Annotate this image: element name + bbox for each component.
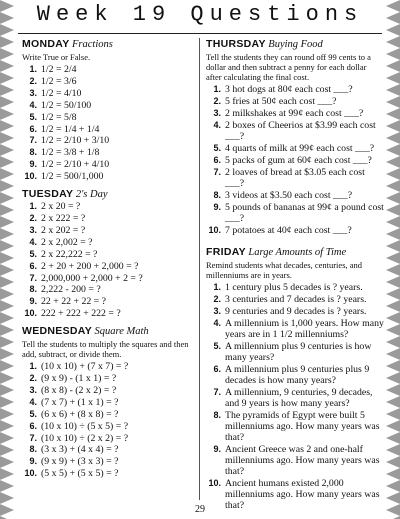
question-text: A millennium plus 9 centuries plus 9 decades is how many years? [225, 363, 370, 386]
question-item [22, 284, 198, 296]
question-item [206, 155, 384, 166]
question-item [22, 444, 198, 456]
question-text: (9 x 9) - (1 x 1) = ? [41, 373, 117, 385]
question-text: 2 milkshakes at 99¢ each cost ___? [225, 107, 364, 119]
question-number: 4. [213, 317, 221, 328]
question-list [22, 201, 198, 320]
day-label: WEDNESDAY [22, 325, 92, 338]
question-number: 10. [208, 477, 221, 488]
section-heading [206, 246, 384, 259]
question-item [22, 261, 198, 273]
question-item [206, 84, 384, 95]
question-item [22, 225, 198, 237]
question-item [22, 100, 198, 112]
question-item [22, 468, 198, 480]
question-text: A millennium is 1,000 years. How many years are in 1 1/2 millenniums? [225, 317, 384, 340]
question-item [206, 341, 384, 363]
wednesday-section [22, 325, 198, 480]
question-number: 4. [213, 119, 221, 130]
question-text: 2 x 20 = ? [41, 201, 81, 213]
question-text: (9 x 9) + (3 x 3) = ? [41, 456, 119, 468]
question-item [22, 421, 198, 433]
question-item [206, 96, 384, 108]
question-item [22, 124, 198, 136]
question-number: 8. [29, 284, 37, 295]
topic-label: Large Amounts of Time [248, 246, 347, 258]
question-number: 9. [29, 456, 37, 467]
question-text: 2,222 - 200 = ? [41, 284, 101, 296]
question-item [22, 159, 198, 171]
title-underline [18, 33, 382, 34]
question-number: 2. [29, 212, 37, 223]
question-text: (6 x 6) + (8 x 8) = ? [41, 408, 119, 420]
question-text: 222 + 222 + 222 = ? [41, 308, 121, 320]
question-item [22, 201, 198, 213]
tuesday-section [22, 188, 198, 320]
topic-label: Square Math [94, 326, 149, 338]
question-text: 1 century plus 5 decades is ? years. [225, 281, 363, 293]
question-item [22, 64, 198, 76]
question-text: 2 loaves of bread at $3.05 each cost ___? [225, 166, 365, 189]
question-item [206, 108, 384, 119]
question-text: 1/2 = 3/8 + 1/8 [41, 147, 100, 159]
question-item [206, 364, 384, 386]
question-list [22, 64, 198, 183]
question-text: 5 packs of gum at 60¢ each cost ___? [225, 154, 372, 166]
question-text: (7 x 7) + (1 x 1) = ? [41, 396, 119, 408]
question-item [22, 296, 198, 308]
day-label: MONDAY [22, 38, 70, 50]
question-text: 1/2 = 2/10 + 4/10 [41, 159, 110, 171]
question-item [22, 237, 198, 249]
section-heading [22, 325, 198, 338]
question-item [206, 143, 384, 154]
question-number: 6. [213, 363, 221, 374]
question-text: 1/2 = 2/10 + 3/10 [41, 135, 110, 147]
question-text: 5 fries at 50¢ each cost ___? [225, 96, 337, 107]
question-text: Ancient Greece was 2 and one-half millenniums ago. How many years was that? [225, 443, 380, 477]
question-text: 2 x 202 = ? [41, 224, 86, 236]
question-item [22, 88, 198, 100]
question-number: 8. [29, 147, 37, 158]
question-number: 7. [29, 432, 37, 443]
question-number: 9. [213, 443, 221, 454]
question-text: 3 videos at $3.50 each cost ___? [225, 189, 353, 201]
question-list [206, 282, 384, 511]
question-item [22, 361, 198, 373]
question-number: 1. [29, 201, 37, 212]
question-item [22, 171, 198, 183]
question-number: 3. [213, 107, 221, 118]
question-item [22, 249, 198, 261]
question-number: 4. [29, 99, 37, 110]
question-item [22, 409, 198, 421]
day-label: THURSDAY [206, 38, 266, 50]
day-label: TUESDAY [22, 188, 74, 201]
question-number: 5. [213, 142, 221, 153]
question-text: (8 x 8) - (2 x 2) = ? [41, 384, 117, 396]
question-item [206, 225, 384, 236]
question-item [206, 167, 384, 189]
question-item [206, 120, 384, 142]
page-number: 29 [195, 504, 205, 515]
question-text: 1/2 = 4/10 [41, 87, 82, 99]
question-list [22, 361, 198, 480]
question-item [206, 387, 384, 409]
question-text: 1/2 = 3/6 [41, 75, 77, 87]
question-number: 8. [213, 189, 221, 200]
instructions: Remind students what decades, centuries, and millenniums are in years. [206, 259, 363, 280]
question-number: 10. [24, 308, 37, 319]
question-number: 2. [29, 75, 37, 86]
question-text: A millennium, 9 centuries, 9 decades, and 9 years is how many years? [225, 386, 373, 409]
question-text: 9 centuries and 9 decades is ? years. [225, 305, 367, 317]
question-item [22, 112, 198, 124]
question-item [22, 213, 198, 225]
question-number: 5. [29, 248, 37, 259]
question-item [22, 308, 198, 320]
section-heading [206, 38, 384, 51]
question-number: 4. [29, 396, 37, 407]
thursday-section [206, 38, 384, 236]
question-item [206, 410, 384, 443]
question-item [22, 147, 198, 159]
question-number: 8. [29, 444, 37, 455]
question-item [206, 444, 384, 477]
section-heading [22, 188, 198, 201]
question-text: 7 potatoes at 40¢ each cost ___? [225, 224, 352, 236]
question-item [22, 273, 198, 285]
question-number: 2. [213, 293, 221, 304]
question-number: 9. [213, 201, 221, 212]
question-number: 8. [213, 409, 221, 420]
friday-section [206, 246, 384, 511]
question-list [206, 84, 384, 236]
question-number: 2. [29, 373, 37, 384]
question-number: 9. [29, 159, 37, 170]
question-text: 1/2 = 500/1,000 [41, 171, 104, 183]
question-text: (10 x 10) + (7 x 7) = ? [41, 361, 129, 373]
question-item [22, 433, 198, 445]
question-number: 3. [29, 224, 37, 235]
question-number: 1. [213, 84, 221, 94]
question-text: 1/2 = 2/4 [41, 64, 77, 75]
question-item [22, 397, 198, 409]
question-item [206, 294, 384, 305]
page-title: Week 19 Questions [36, 2, 364, 27]
question-text: 1/2 = 1/4 + 1/4 [41, 123, 100, 135]
topic-label: Fractions [72, 39, 113, 50]
question-number: 1. [29, 64, 37, 74]
question-text: A millennium plus 9 centuries is how many years? [225, 340, 372, 363]
question-item [22, 373, 198, 385]
topic-label: Buying Food [268, 39, 323, 50]
section-heading [22, 38, 198, 51]
column-divider [199, 38, 200, 500]
question-number: 3. [29, 384, 37, 395]
question-text: The pyramids of Egypt were built 5 millenniums ago. How many years was that? [225, 409, 380, 443]
question-text: 1/2 = 5/8 [41, 111, 77, 123]
question-text: (10 x 10) ÷ (2 x 2) = ? [41, 432, 129, 444]
question-item [22, 135, 198, 147]
question-number: 2. [213, 96, 221, 106]
question-number: 7. [213, 166, 221, 177]
question-item [206, 190, 384, 201]
question-number: 1. [29, 361, 37, 372]
question-number: 7. [213, 386, 221, 397]
question-text: Ancient humans existed 2,000 millenniums ago. How many years was that? [225, 477, 380, 511]
instructions: Write True or False. [22, 52, 91, 62]
question-text: 2 x 22,222 = ? [41, 248, 98, 260]
question-number: 5. [29, 408, 37, 419]
question-number: 5. [29, 111, 37, 122]
right-column [206, 38, 384, 512]
question-item [206, 318, 384, 340]
question-number: 10. [208, 224, 221, 235]
question-number: 9. [29, 296, 37, 307]
question-text: 22 + 22 + 22 = ? [41, 296, 107, 308]
question-text: 3 hot dogs at 80¢ each cost ___? [225, 84, 353, 95]
left-column [22, 38, 198, 480]
topic-label: 2's Day [75, 189, 108, 201]
question-text: 2 boxes of Cheerios at $3.99 each cost ___? [225, 119, 376, 142]
question-text: (5 x 5) + (5 x 5) = ? [41, 468, 119, 480]
day-label: FRIDAY [206, 245, 246, 258]
question-text: 5 pounds of bananas at 99¢ a pound cost ___? [225, 201, 384, 224]
question-text: 3 centuries and 7 decades is ? years. [225, 293, 367, 305]
question-number: 7. [29, 272, 37, 283]
question-text: 2 x 2,002 = ? [41, 236, 93, 248]
question-item [22, 456, 198, 468]
question-number: 3. [213, 305, 221, 316]
question-number: 4. [29, 236, 37, 247]
question-number: 6. [29, 260, 37, 271]
question-text: 1/2 = 50/100 [41, 99, 92, 111]
question-number: 6. [213, 154, 221, 165]
question-number: 6. [29, 123, 37, 134]
question-text: 2,000,000 + 2,000 + 2 = ? [41, 272, 143, 284]
question-text: 4 quarts of milk at 99¢ each cost ___? [225, 142, 375, 154]
question-text: (3 x 3) + (4 x 4) = ? [41, 444, 119, 456]
monday-section [22, 38, 198, 183]
question-number: 5. [213, 340, 221, 351]
question-number: 7. [29, 135, 37, 146]
question-number: 3. [29, 87, 37, 98]
question-number: 6. [29, 420, 37, 431]
question-item [206, 306, 384, 317]
question-item [206, 202, 384, 224]
left-zigzag-border [0, 0, 14, 519]
question-text: (10 x 10) ÷ (5 x 5) = ? [41, 420, 129, 432]
question-text: 2 x 222 = ? [41, 212, 86, 224]
question-number: 10. [24, 171, 37, 182]
instructions: Tell the students they can round off 99 cents to a dollar and then subtract a penny for each dollar after calculating the final cost. [206, 52, 371, 82]
instructions: Tell the students to multiply the squares and then add, subtract, or divide them. [22, 339, 189, 360]
question-item [206, 282, 384, 293]
question-number: 10. [24, 468, 37, 479]
right-zigzag-border [386, 0, 400, 519]
question-item [22, 385, 198, 397]
question-text: 2 + 20 + 200 + 2,000 = ? [41, 260, 139, 272]
question-item [22, 76, 198, 88]
question-number: 1. [213, 281, 221, 292]
